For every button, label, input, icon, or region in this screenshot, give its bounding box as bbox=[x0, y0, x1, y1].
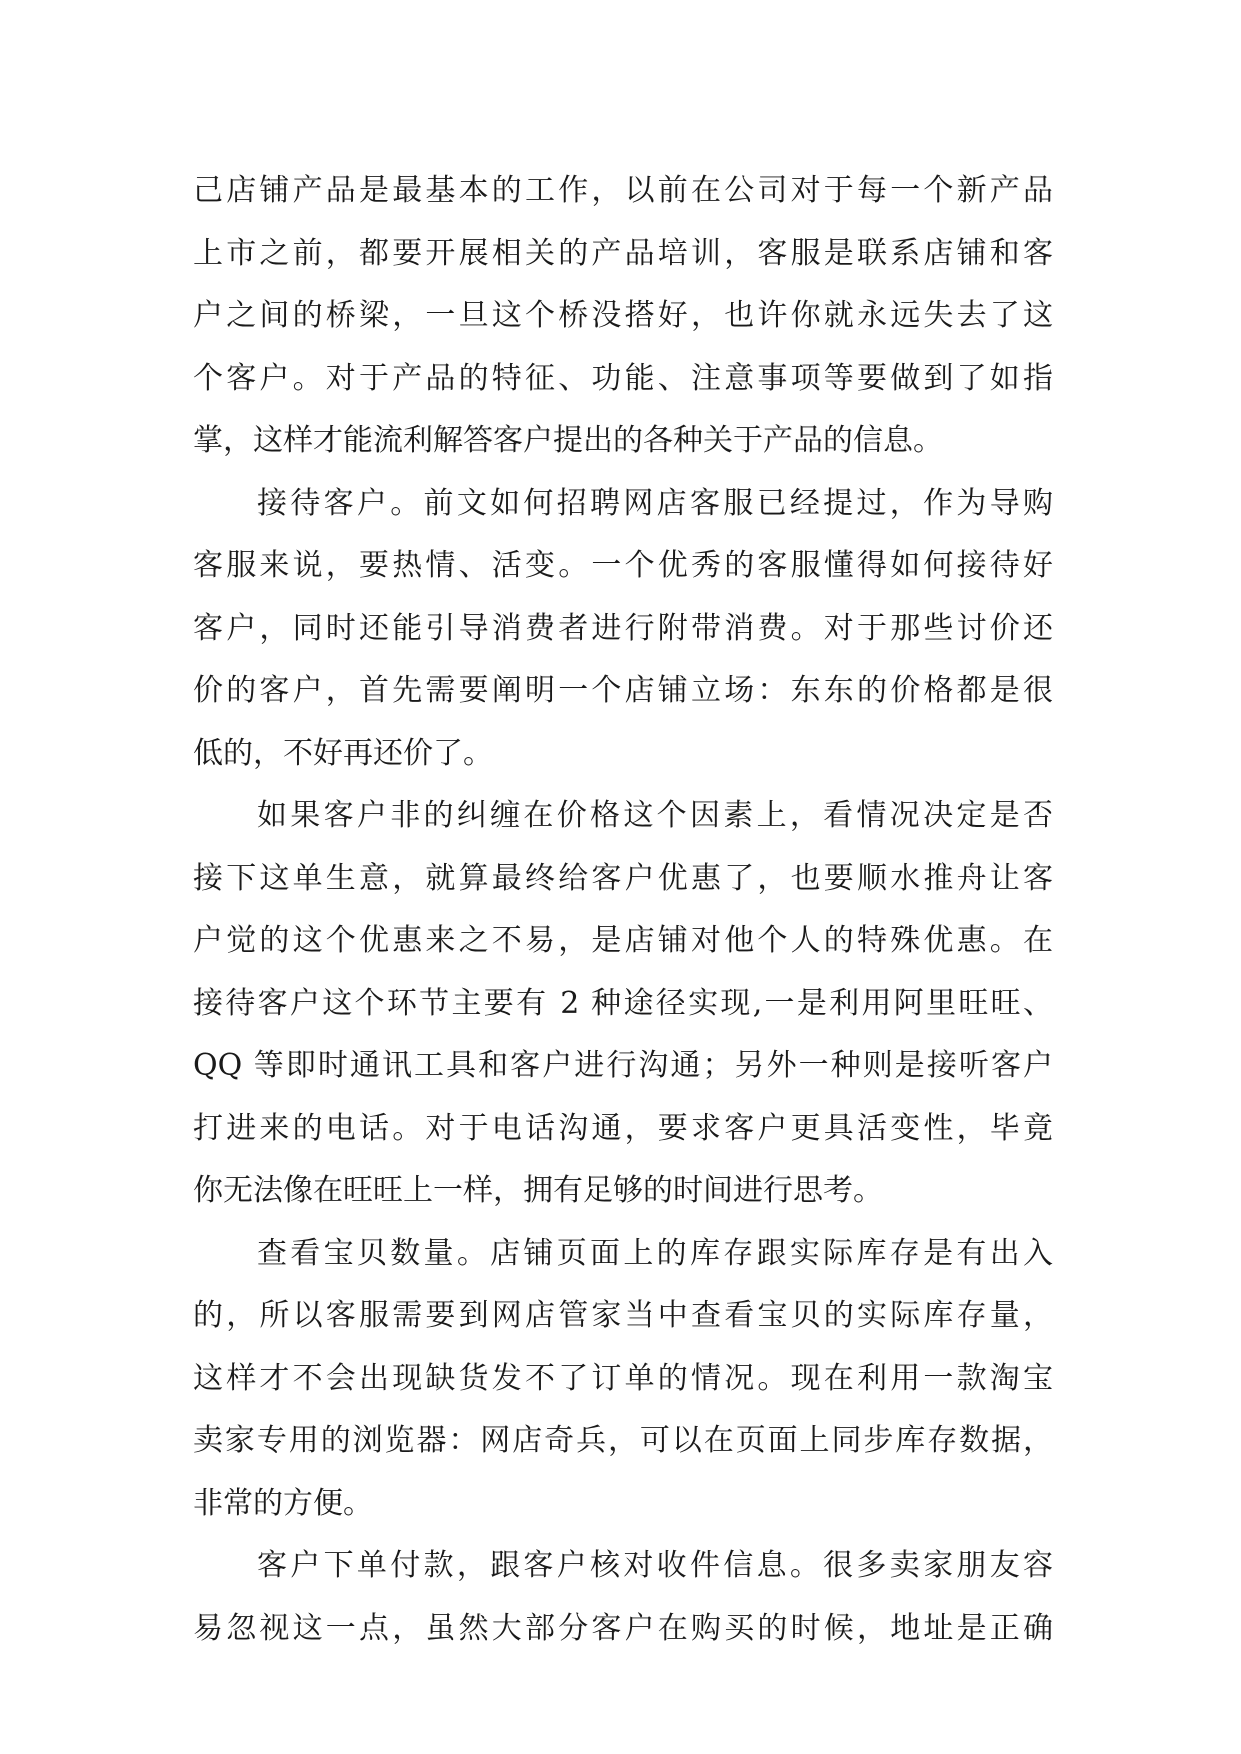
text-line: 查看宝贝数量。店铺页面上的库存跟实际库存是有出入 bbox=[257, 1235, 1053, 1271]
text-line: 接下这单生意，就算最终给客户优惠了，也要顺水推舟让客 bbox=[193, 860, 1053, 896]
text-line: 户觉的这个优惠来之不易，是店铺对他个人的特殊优惠。在 bbox=[193, 923, 1053, 958]
text-line: 接待客户。前文如何招聘网店客服已经提过，作为导购 bbox=[257, 485, 1053, 521]
text-line: 接待客户这个环节主要有 2 种途径实现,一是利用阿里旺旺、 bbox=[193, 985, 1053, 1021]
text-line: 己店铺产品是最基本的工作，以前在公司对于每一个新产品 bbox=[193, 173, 1053, 208]
paragraph bbox=[193, 785, 1053, 1223]
text-line: 非常的方便。 bbox=[193, 1485, 373, 1521]
text-line: 个客户。对于产品的特征、功能、注意事项等要做到了如指 bbox=[193, 360, 1053, 396]
paragraph bbox=[193, 1223, 1053, 1536]
paragraph bbox=[193, 1535, 1053, 1660]
text-line: 卖家专用的浏览器：网店奇兵，可以在页面上同步库存数据， bbox=[193, 1423, 1053, 1458]
text-line: 户之间的桥梁，一旦这个桥没搭好，也许你就永远失去了这 bbox=[193, 298, 1053, 333]
text-line: 上市之前，都要开展相关的产品培训，客服是联系店铺和客 bbox=[193, 235, 1053, 271]
text-line: 如果客户非的纠缠在价格这个因素上，看情况决定是否 bbox=[257, 798, 1053, 833]
paragraph bbox=[193, 473, 1053, 786]
text-line: 你无法像在旺旺上一样，拥有足够的时间进行思考。 bbox=[193, 1173, 883, 1208]
text-line: 的，所以客服需要到网店管家当中查看宝贝的实际库存量， bbox=[193, 1298, 1053, 1333]
text-line: QQ 等即时通讯工具和客户进行沟通；另外一种则是接听客户 bbox=[193, 1048, 1053, 1083]
text-line: 低的，不好再还价了。 bbox=[193, 735, 493, 771]
text-line: 客户，同时还能引导消费者进行附带消费。对于那些讨价还 bbox=[193, 610, 1053, 646]
text-line: 这样才不会出现缺货发不了订单的情况。现在利用一款淘宝 bbox=[193, 1360, 1053, 1396]
text-line: 价的客户，首先需要阐明一个店铺立场：东东的价格都是很 bbox=[193, 673, 1053, 708]
text-line: 易忽视这一点，虽然大部分客户在购买的时候，地址是正确 bbox=[193, 1610, 1053, 1646]
text-line: 掌，这样才能流利解答客户提出的各种关于产品的信息。 bbox=[193, 423, 943, 458]
text-line: 客服来说，要热情、活变。一个优秀的客服懂得如何接待好 bbox=[193, 548, 1053, 583]
text-line: 客户下单付款，跟客户核对收件信息。很多卖家朋友容 bbox=[257, 1548, 1053, 1583]
text-line: 打进来的电话。对于电话沟通，要求客户更具活变性，毕竟 bbox=[193, 1110, 1053, 1146]
paragraph bbox=[193, 160, 1053, 473]
document-body bbox=[193, 160, 1053, 1660]
